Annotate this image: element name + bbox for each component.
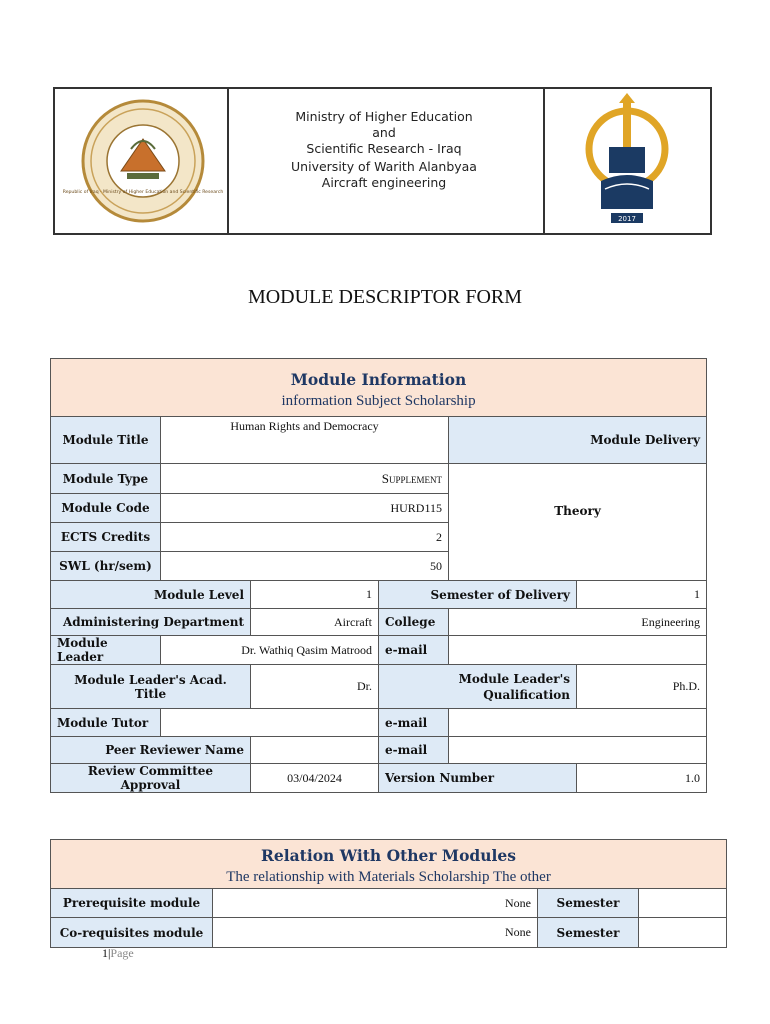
- university-name: [289, 159, 479, 191]
- ministry-name: [289, 109, 479, 157]
- university-logo: [543, 89, 711, 233]
- module-type-value: Supplement: [161, 464, 449, 494]
- peer-reviewer-email-value: [449, 737, 707, 764]
- review-committee-value: 03/04/2024: [251, 764, 379, 793]
- module-code-label: Module Code: [51, 494, 161, 523]
- module-info-heading-cell: [51, 359, 707, 417]
- module-type-label: Module Type: [51, 464, 161, 494]
- university-line-1: University of Warith Alanbyaa: [291, 159, 477, 174]
- module-delivery-value: Theory: [449, 464, 707, 581]
- college-label: College: [379, 609, 449, 636]
- swl-label: SWL (hr/sem): [51, 552, 161, 581]
- university-logo-year: 2017: [618, 215, 636, 223]
- college-value: Engineering: [449, 609, 707, 636]
- corequisite-label: Co-requisites module: [51, 918, 213, 948]
- module-delivery-label: Module Delivery: [449, 417, 707, 464]
- qualification-value: Ph.D.: [577, 665, 707, 709]
- acad-title-label: Module Leader's Acad. Title: [51, 665, 251, 709]
- module-code-value: HURD115: [161, 494, 449, 523]
- page-word: Page: [110, 946, 134, 960]
- administering-department-label: Administering Department: [51, 609, 251, 636]
- corequisite-value: None: [213, 918, 538, 948]
- module-title-value: Human Rights and Democracy: [161, 417, 449, 464]
- administering-department-value: Aircraft: [251, 609, 379, 636]
- ects-credits-label: ECTS Credits: [51, 523, 161, 552]
- document-header: [53, 87, 712, 235]
- module-leader-email-label: e-mail: [379, 636, 449, 665]
- page-number-footer: 1|Page: [102, 946, 134, 960]
- review-committee-label: Review Committee Approval: [51, 764, 251, 793]
- ministry-seal-logo: [55, 89, 225, 233]
- header-right-cell: [543, 89, 710, 233]
- module-info-subtitle: information Subject Scholarship: [281, 392, 476, 409]
- module-information-table: [50, 358, 707, 793]
- ministry-seal-text: Republic of Iraq · Ministry of Higher Education and Scientific Research: [62, 190, 224, 195]
- relation-subtitle: The relationship with Materials Scholarship The other: [226, 868, 551, 885]
- module-info-title: Module Information: [290, 369, 467, 389]
- module-level-label: Module Level: [51, 581, 251, 609]
- qualification-label-line-2: Qualification: [483, 687, 570, 702]
- qualification-label-line-1: Module Leader's: [458, 671, 570, 686]
- module-tutor-email-label: e-mail: [379, 709, 449, 737]
- prerequisite-semester-label: Semester: [538, 889, 639, 918]
- corequisite-semester-value: [639, 918, 727, 948]
- relation-table: [50, 839, 727, 948]
- prerequisite-label: Prerequisite module: [51, 889, 213, 918]
- qualification-label: [379, 665, 577, 709]
- version-number-label: Version Number: [379, 764, 577, 793]
- header-left-cell: [55, 89, 229, 233]
- module-leader-value: Dr. Wathiq Qasim Matrood: [161, 636, 379, 665]
- corequisite-semester-label: Semester: [538, 918, 639, 948]
- peer-reviewer-label: Peer Reviewer Name: [51, 737, 251, 764]
- header-center-cell: [227, 89, 545, 233]
- prerequisite-semester-value: [639, 889, 727, 918]
- module-tutor-value: [161, 709, 379, 737]
- version-number-value: 1.0: [577, 764, 707, 793]
- prerequisite-value: None: [213, 889, 538, 918]
- peer-reviewer-value: [251, 737, 379, 764]
- semester-of-delivery-value: 1: [577, 581, 707, 609]
- relation-title: Relation With Other Modules: [261, 845, 517, 865]
- form-title: MODULE DESCRIPTOR FORM: [247, 286, 523, 308]
- swl-value: 50: [161, 552, 449, 581]
- ects-credits-value: 2: [161, 523, 449, 552]
- module-leader-label: Module Leader: [51, 636, 161, 665]
- university-line-2: Aircraft engineering: [321, 175, 447, 190]
- module-leader-email-value: [449, 636, 707, 665]
- module-title-label: Module Title: [51, 417, 161, 464]
- semester-of-delivery-label: Semester of Delivery: [379, 581, 577, 609]
- ministry-line-1: Ministry of Higher Education and: [295, 109, 473, 140]
- module-level-value: 1: [251, 581, 379, 609]
- peer-reviewer-email-label: e-mail: [379, 737, 449, 764]
- page-number: 1: [102, 946, 108, 960]
- module-tutor-email-value: [449, 709, 707, 737]
- acad-title-value: Dr.: [251, 665, 379, 709]
- ministry-line-2: Scientific Research - Iraq: [306, 141, 462, 156]
- module-tutor-label: Module Tutor: [51, 709, 161, 737]
- relation-heading-cell: [51, 840, 727, 889]
